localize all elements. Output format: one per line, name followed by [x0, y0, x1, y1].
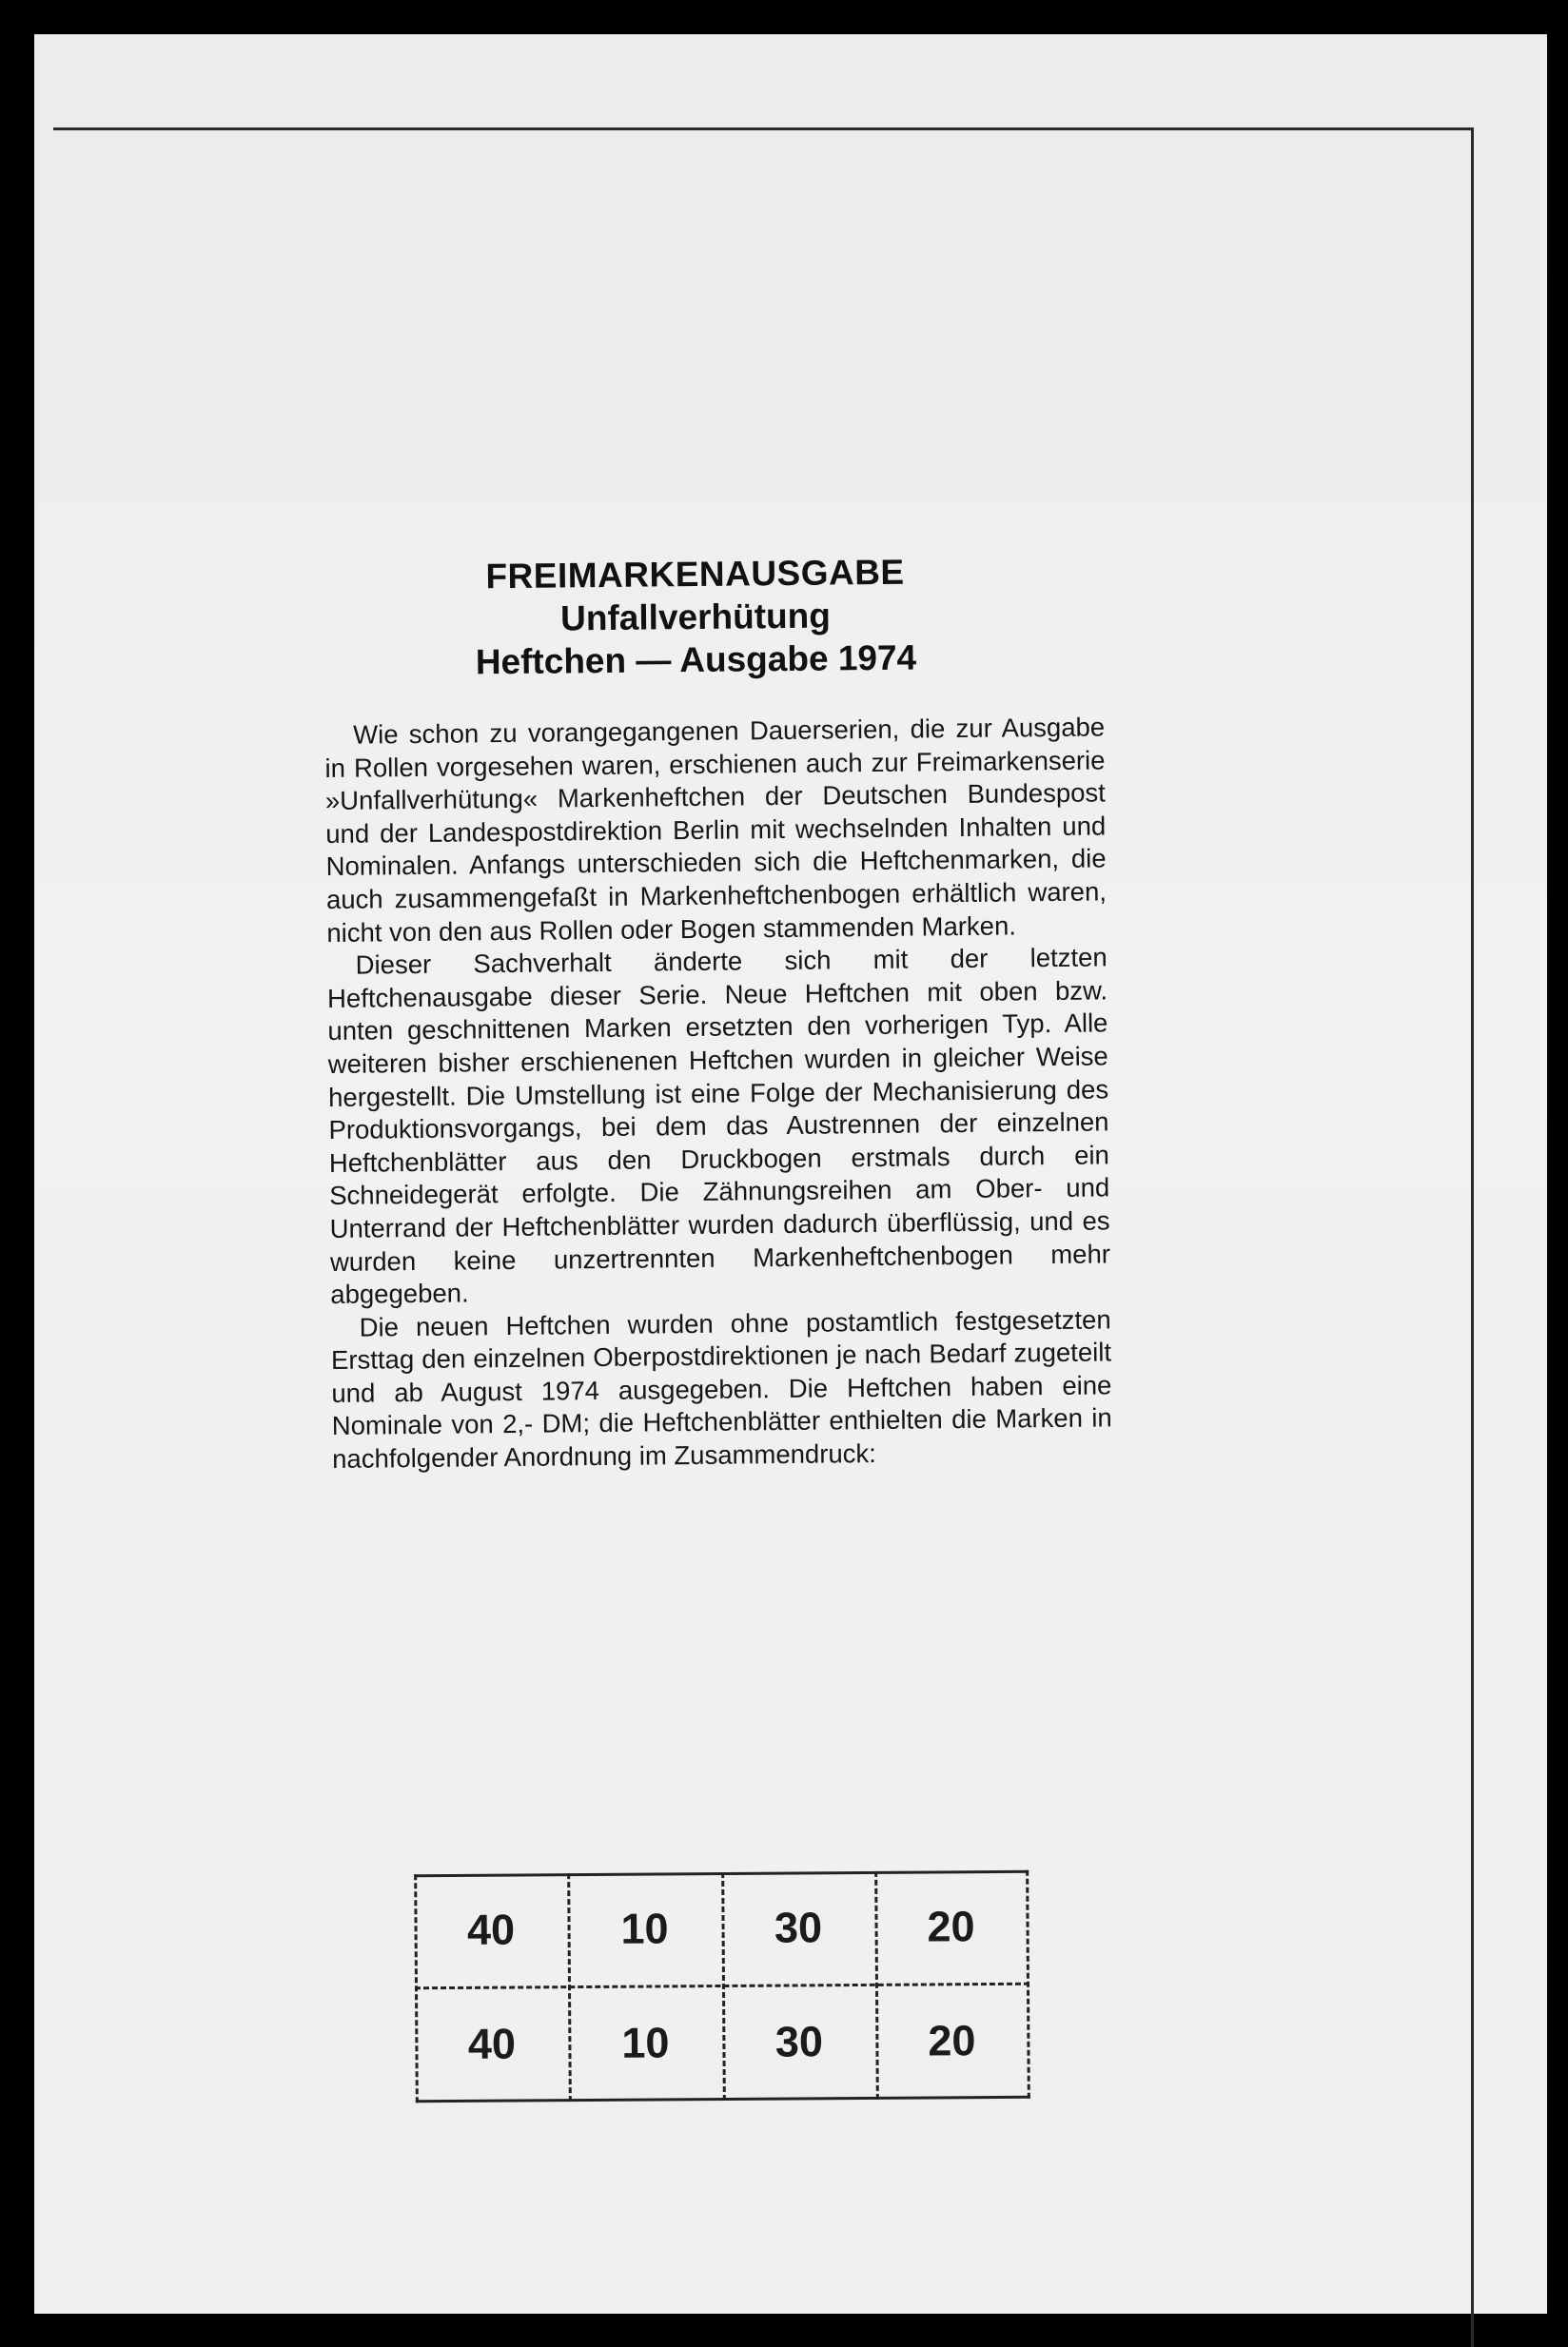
- stamp-value: 20: [928, 2016, 976, 2065]
- stamp-value: 10: [621, 2018, 670, 2067]
- body-text: [324, 711, 1112, 1476]
- heading-subtitle: Unfallverhütung: [559, 596, 832, 638]
- paragraph: Die neuen Heftchen wurden ohne postamtlich festgesetzten Ersttag den einzelnen Oberpostdirektionen je nach Bedarf zugeteilt und ab August 1974 ausgegeben. Die Heftchen haben eine Nominale von 2,- DM; die Heftchenblätter enthielten die Marken in nachfolgender Anordnung im Zusammendruck:: [330, 1304, 1112, 1475]
- heading-title: FREIMARKENAUSGABE: [485, 552, 905, 597]
- paragraph: Dieser Sachverhalt änderte sich mit der letzten Heftchenausgabe dieser Serie. Neue Heftchen mit oben bzw. unten geschnittenen Marken ersetzten den vorherigen Typ. Alle weiteren bisher erschienenen Heftchen wurden in gleicher Weise hergestellt. Die Umstellung ist eine Folge der Mechanisierung des Produktionsvorgangs, bei dem das Austrennen der einzelnen Heftchenblätter aus den Druckbogen erstmals durch ein Schneidegerät erfolgte. Die Zähnungsreihen am Ober- und Unterrand der Heftchenblätter wurden dadurch überflüssig, und es wurden keine unzertrennten Markenheftchenbogen mehr abgegeben.: [326, 942, 1111, 1310]
- album-page: [34, 34, 1547, 2314]
- stamp-value: 30: [774, 2017, 824, 2066]
- stamp-value: 40: [467, 2019, 517, 2068]
- booklet-pane-diagram: [414, 1870, 1030, 2103]
- heading-issue: Heftchen — Ausgabe 1974: [475, 637, 917, 682]
- paragraph: Wie schon zu vorangegangenen Dauerserien, die zur Ausgabe in Rollen vorgesehen waren, erschienen auch zur Freimarkenserie »Unfallverhütung« Markenheftchen der Deutschen Bundespost und der Landespostdirektion Berlin mit wechselnden Inhalten und Nominalen. Anfangs unterschieden sich die Heftchenmarken, die auch zusammengefaßt in Markenheftchenbogen erhältlich waren, nicht von den aus Rollen oder Bogen stammenden Marken.: [324, 712, 1107, 948]
- stamp-value: 10: [620, 1904, 669, 1953]
- page-heading: [414, 550, 976, 684]
- stamp-value: 20: [927, 1902, 975, 1951]
- stamp-value: 30: [774, 1903, 823, 1952]
- stamp-value: 40: [466, 1905, 516, 1954]
